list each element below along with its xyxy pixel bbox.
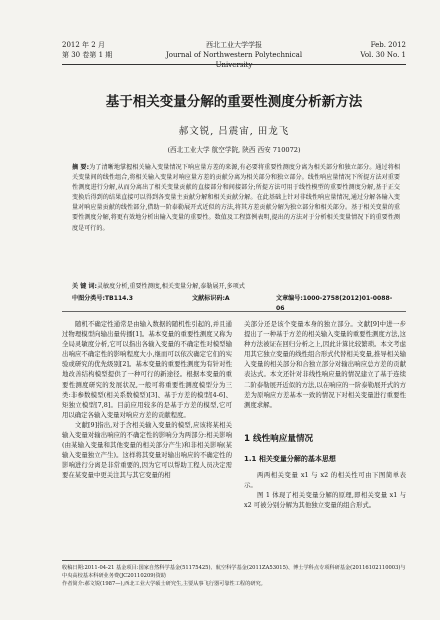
journal-name-cn: 西北工业大学学报 — [206, 41, 262, 49]
header-volume: 第 30 卷第 1 期 — [62, 51, 113, 59]
header-date-en: Feb. 2012 — [370, 41, 406, 49]
document-code: 文献标识码:A — [192, 295, 230, 302]
body-column-right — [244, 319, 406, 410]
abstract-text: 为了清晰地掌握相关输入变量情况下响应量方差的来源,有必要将重要性测度分离为相关部分和独立部分。通过将相关变量间的线性组合,将相关输入变量对响应量方差的贡献分离为相关部分和独立部分。线性响应量情况下所提方法对重要性测度进行分解,从而分离出了相关变量贡献的直接部分和间接部分;所提方法可用于线性模型的重要性测度分解,基于正交变换后得到的结果直接可以得到各变量主贡献分解和相关贡献分解。在此基础上针对非线性响应量情况,通过分解各输入变量对响应量贡献的线性部分,借助一阶泰勒展开式近似的方法,将其方差贡献分解为独立部分和相关部分。基于相关变量的重要性测度分解,将更有效地分析出输入变量的重要性。数值及工程算例表明,提出的方法对于分析相关变量情况下的重要性测度是可行的。 — [72, 164, 401, 232]
classification-line — [72, 294, 400, 312]
header-divider — [62, 64, 406, 65]
subsection-heading: 1.1 相关变量分解的基本思想 — [244, 455, 336, 463]
abstract-label: 摘 要: — [72, 164, 90, 171]
body-column-left — [62, 319, 232, 555]
running-header — [62, 40, 406, 69]
body-divider — [62, 311, 406, 312]
clc-number: 中图分类号:TB114.3 — [72, 295, 133, 302]
body-paragraph: 图 1 体现了相关变量分解的原理,即相关变量 x1 与 x2 可被分别分解为其他独立变量的组合形式。 — [244, 491, 406, 510]
paper-affiliation: (西北工业大学 航空学院, 陕西 西安 710072) — [167, 146, 301, 154]
footnote-received: 收稿日期:2011-04-21 基金项目:国家自然科学基金(51175425)、航空科学基金(2011ZA53015)、博士学科点专项科研基金(20116102110003)与中央高校基本科研业务费(JC20110209)资助 — [62, 565, 406, 579]
body-paragraph: 关部分还是该个变量本身的独立部分。文献[9]中进一步提出了一种基于方差的相关输入变量的重要性测度方法,这种方法被证在回归分析之上,因此计算比较繁琐。本文考虑用其它独立变量的线性组合形式代替相关变量,推导相关输入变量的相关部分和合独立部分对输出响应总方差的贡献表达式。本文还针对非线性响应量的情况建立了基于连续二阶泰勒展开近似的方法,以在响应的一阶泰勒展开式的方差为原响应方差基本一致的情况下对相关变量进行重要性测度求解。 — [244, 320, 406, 409]
footnote — [62, 564, 406, 588]
keywords-text: 灵敏度分析,重要性测度,相关变量分解,泰勒展开,多项式 — [96, 283, 245, 290]
article-number: 文章编号:1000-2758(2012)01-0088-06 — [276, 295, 393, 312]
header-right — [360, 40, 406, 60]
header-date: 2012 年 2 月 — [62, 41, 105, 49]
body-paragraph: 文献[9]指出,对于含相关输入变量的模型,应该将某相关输入变量对输出响应的不确定性的影响分为两部分:相关影响(由某输入变量和其他变量的相关部分产生)和非相关影响(某输入变量独立产生)。这样将其变量对输出响应的不确定性的影响进行分离是非常重要的,因为它可以帮助工程人员决定需要在某变量中更关注其与其它变量的相 — [62, 420, 232, 480]
abstract — [72, 163, 400, 234]
section-heading: 1 线性响应量情况 — [244, 434, 314, 444]
header-left — [62, 40, 112, 60]
paper-title: 基于相关变量分解的重要性测度分析新方法 — [105, 94, 363, 110]
body-paragraph: 随机不确定性通常是由输入数据的随机性引起的,并且通过物理模型向输出量传播[1]。基本变量的重要性测度又称为全局灵敏度分析,它可以指出各输入变量的不确定性对模型输出响应不确定性的影响程度大小,继而可以依次确定它们的实验或研究的优先级别[2]。基本变量的重要性测度为有针对性地改善结构模型提供了一种可行的新途径。根据本变量的重要性测度研究的发展状况,一般可将重要性测度模型分为三类:非参数模型(相关系数模型)[3]、基于方差的模型[4-6]、矩独立模型[7,8]。目前应用较多的是基于方差的模型,它可用以确定各输入变量对响应方差的贡献程度。 — [62, 320, 232, 419]
header-center — [152, 40, 316, 70]
keywords-label: 关 键 词: — [72, 283, 97, 290]
keywords — [72, 282, 400, 292]
paper-authors: 郝文锐, 吕震宙, 田龙飞 — [178, 126, 290, 137]
journal-name-en: Journal of Northwestern Polytechnical University — [165, 51, 303, 69]
footnote-divider — [62, 560, 172, 561]
footnote-author: 作者简介:郝文锐(1987—),西北工业大学硕士研究生,主要从事飞行器可靠性工程的研究。 — [62, 581, 266, 587]
body-paragraph: 两两相关变量 x1 与 x2 的相关性可由下图简单表示。 — [244, 471, 406, 490]
body-column-right-lower — [244, 470, 406, 510]
header-volume-en: Vol. 30 No. 1 — [360, 51, 406, 59]
